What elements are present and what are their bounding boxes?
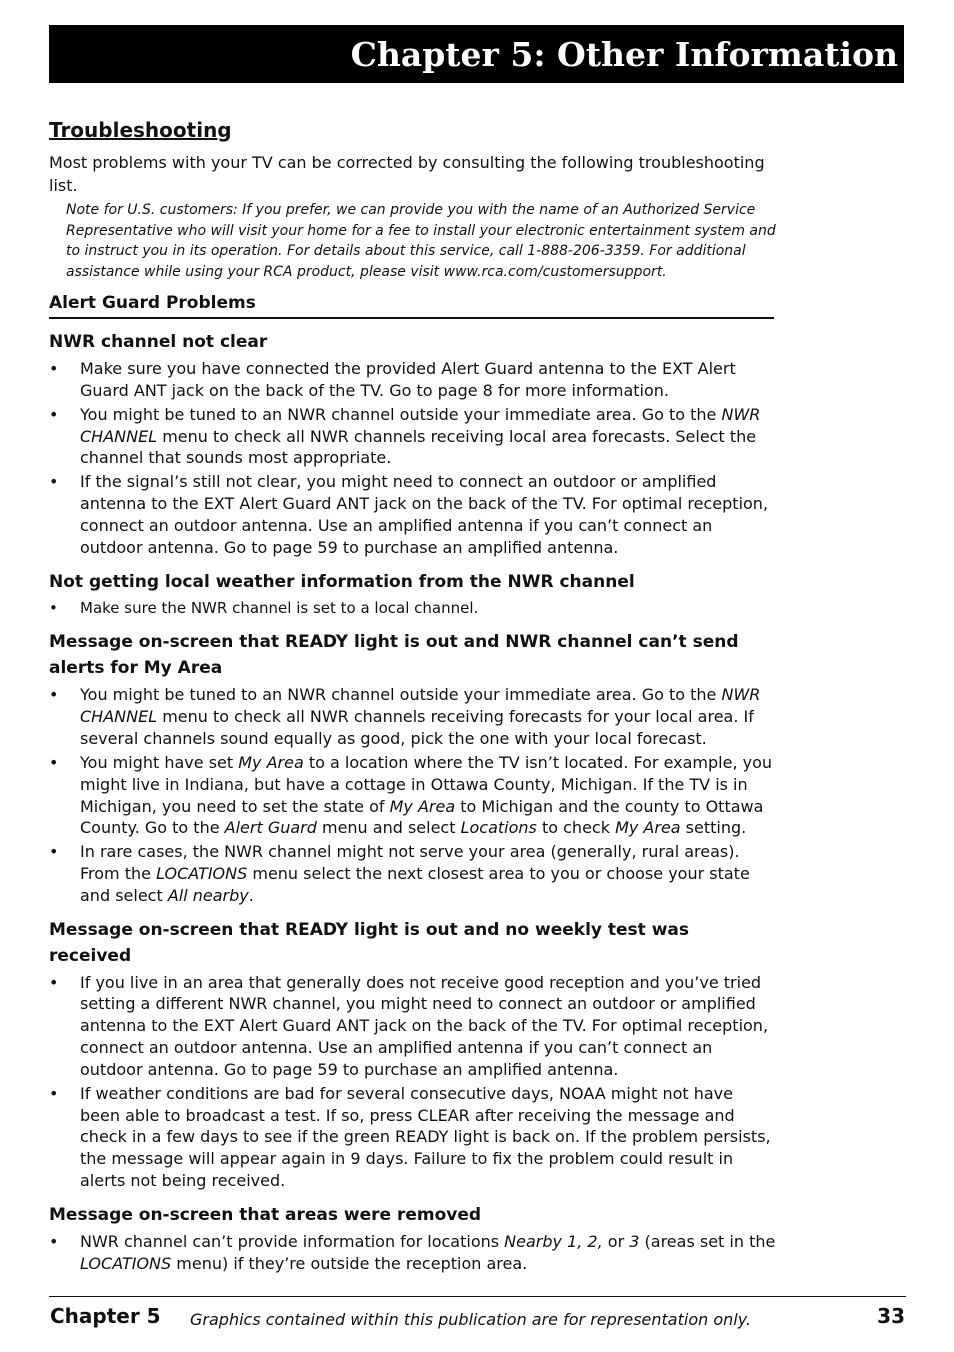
subsection-heading: Message on-screen that READY light is out and no weekly test was received (49, 919, 690, 966)
menu-term: My Area (389, 796, 456, 816)
menu-term: LOCATIONS (156, 864, 248, 884)
bullet-text: setting. (680, 818, 747, 838)
bullet-text: In rare cases, the NWR channel might not serve your area (generally, rural areas). From the (80, 842, 740, 884)
bullet-list (49, 358, 777, 559)
bullet-text: If you live in an area that generally does not receive good reception and you’ve tried setting a different NWR channel, you might need to connect an outdoor or amplified antenna to the EXT Alert Guard ANT jack on the back of the TV. For optimal reception, connect an outdoor antenna. Use an amplified antenna if you can’t connect an outdoor antenna. Go to page 59 to purchase an amplified antenna. (80, 972, 769, 1079)
bullet-item (49, 752, 777, 839)
page-content (49, 115, 777, 1277)
subsection-heading: Not getting local weather information from the NWR channel (49, 571, 635, 592)
bullet-text: to a location where the TV isn’t located. For example, you might live in Indiana, but have a cottage in Ottawa County, Michigan. If the TV is in Michigan, you need to set the state of (80, 752, 773, 816)
bullet-list (49, 598, 777, 620)
intro-paragraph: Most problems with your TV can be corrected by consulting the following troubleshooting list. (49, 153, 765, 195)
bullet-text: menu select the next closest area to you or choose your state and select (80, 864, 750, 905)
bullet-item (49, 404, 777, 469)
bullet-text: to check (536, 818, 616, 838)
section-title: Troubleshooting (49, 118, 232, 142)
subsection-heading: Message on-screen that READY light is out and NWR channel can’t send alerts for My Area (49, 632, 739, 679)
menu-term: LOCATIONS (80, 1253, 172, 1273)
bullet-text: Make sure you have connected the provided Alert Guard antenna to the EXT Alert Guard ANT jack on the back of the TV. Go to page 8 for more information. (80, 359, 736, 400)
bullet-text: . (248, 885, 254, 905)
bullet-item (49, 598, 777, 620)
bullet-text: You might be tuned to an NWR channel outside your immediate area. Go to the (80, 404, 722, 424)
subsections-container (49, 329, 777, 1274)
customer-note: Note for U.S. customers: If you prefer, we can provide you with the name of an Authorized Service Representative who will visit your home for a fee to install your electronic entertainment system and to instruct you in its operation. For details about this service, call 1-888-206-3359. For additional assistance while using your RCA product, please visit www.rca.com/customersupport. (66, 202, 776, 280)
bullet-item (49, 1083, 777, 1192)
footer-chapter-label: Chapter 5 (50, 1304, 161, 1328)
menu-term: My Area (238, 752, 304, 772)
bullet-item (49, 1231, 777, 1275)
bullet-text: NWR channel can’t provide information for locations (80, 1231, 505, 1251)
page-number: 33 (877, 1304, 905, 1328)
footer-disclaimer: Graphics contained within this publication are for representation only. (190, 1310, 752, 1329)
bullet-text: If weather conditions are bad for several consecutive days, NOAA might not have been able to broadcast a test. If so, press CLEAR after receiving the message and check in a few days to see if the green READY light is back on. If the problem persists, the message will appear again in 9 days. Failure to fix the problem could result in alerts not being received. (80, 1083, 771, 1191)
group-title: Alert Guard Problems (49, 292, 774, 319)
bullet-text: to Michigan and the county to Ottawa County. Go to the (80, 796, 764, 838)
bullet-list (49, 972, 777, 1192)
chapter-header-bar (49, 25, 904, 83)
bullet-text: (areas set in the (639, 1231, 776, 1251)
bullet-text: or (602, 1231, 630, 1251)
menu-term: 3 (629, 1231, 640, 1251)
menu-term: Nearby 1, 2, (504, 1231, 603, 1251)
bullet-list (49, 1231, 777, 1275)
bullet-text: menu to check all NWR channels receiving forecasts for your local area. If several channels sound equally as good, pick the one with your local forecast. (80, 707, 754, 748)
bullet-text: menu to check all NWR channels receiving local area forecasts. Select the channel that sounds most appropriate. (80, 426, 757, 468)
footer-divider (49, 1296, 906, 1297)
menu-term: Alert Guard (224, 818, 317, 838)
bullet-text: You might be tuned to an NWR channel outside your immediate area. Go to the (80, 685, 722, 705)
bullet-item (49, 972, 777, 1081)
bullet-list (49, 684, 777, 906)
subsection-heading: NWR channel not clear (49, 332, 268, 352)
bullet-text: You might have set (80, 752, 239, 772)
bullet-item (49, 471, 777, 558)
menu-term: My Area (615, 818, 681, 838)
chapter-title: Chapter 5: Other Information (350, 34, 898, 74)
menu-term: NWR CHANNEL (80, 685, 761, 727)
bullet-text: menu) if they’re outside the reception area. (171, 1253, 528, 1273)
bullet-item (49, 358, 777, 402)
bullet-text: If the signal’s still not clear, you might need to connect an outdoor or amplified antenna to the EXT Alert Guard ANT jack on the back of the TV. For optimal reception, connect an outdoor antenna. Use an amplified antenna if you can’t connect an outdoor antenna. Go to page 59 to purchase an amplified antenna. (80, 472, 769, 557)
bullet-text: Make sure the NWR channel is set to a local channel. (80, 598, 479, 617)
bullet-text: menu and select (316, 818, 461, 838)
subsection-heading: Message on-screen that areas were removed (49, 1204, 482, 1225)
bullet-item (49, 684, 777, 749)
menu-term: All nearby (167, 885, 249, 905)
bullet-item (49, 841, 777, 906)
menu-term: NWR CHANNEL (80, 404, 761, 446)
menu-term: Locations (460, 818, 537, 838)
